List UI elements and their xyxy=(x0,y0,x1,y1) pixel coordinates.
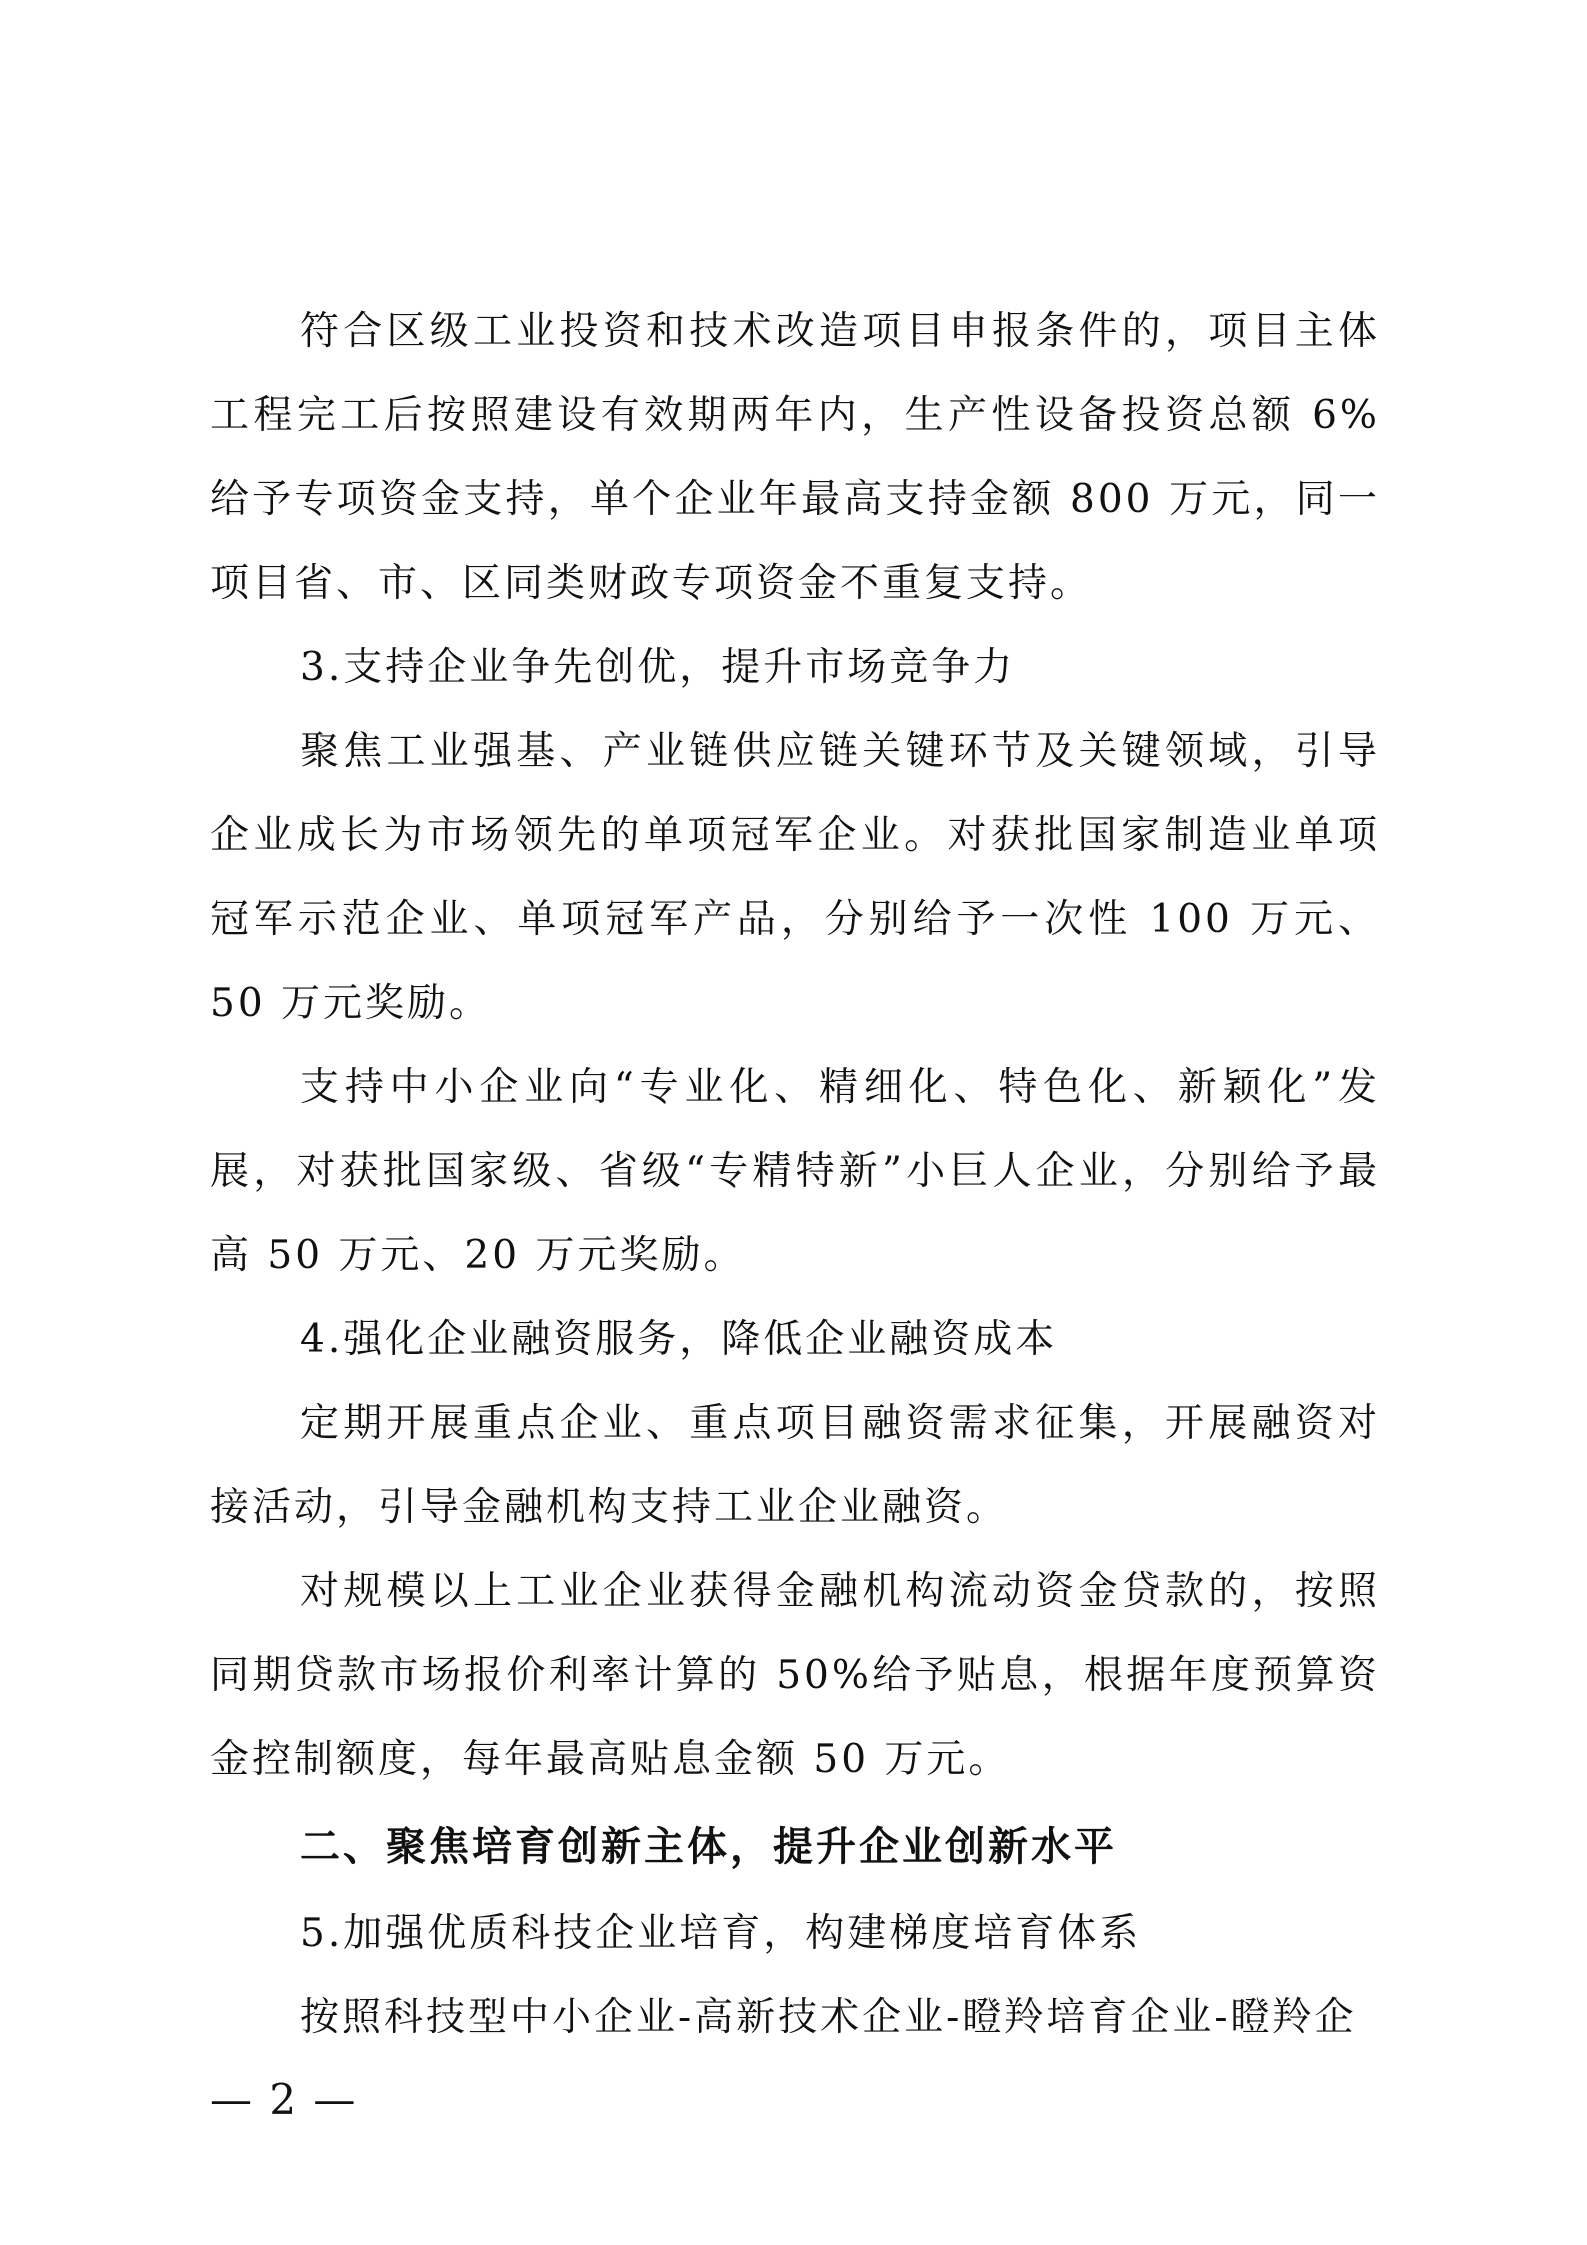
document-body xyxy=(210,290,1380,2060)
section-heading-two: 二、聚焦培育创新主体，提升企业创新水平 xyxy=(300,1824,1117,1870)
paragraph-investment-support: 符合区级工业投资和技术改造项目申报条件的，项目主体工程完工后按照建设有效期两年内，生产性设备投资总额 6%给予专项资金支持，单个企业年最高支持金额 800 万元，同一项目省、市、区同类财政专项资金不重复支持。 xyxy=(210,309,1380,606)
paragraph-single-champion: 聚焦工业强基、产业链供应链关键环节及关键领域，引导企业成长为市场领先的单项冠军企业。对获批国家制造业单项冠军示范企业、单项冠军产品，分别给予一次性 100 万元、50 万元奖励。 xyxy=(210,729,1380,1026)
paragraph-specialized-sme: 支持中小企业向“专业化、精细化、特色化、新颖化”发展，对获批国家级、省级“专精特新”小巨人企业，分别给予最高 50 万元、20 万元奖励。 xyxy=(210,1065,1380,1278)
paragraph-financing-matching: 定期开展重点企业、重点项目融资需求征集，开展融资对接活动，引导金融机构支持工业企业融资。 xyxy=(210,1401,1380,1530)
page-number: — 2 — xyxy=(210,2075,358,2124)
heading-item-4: 4.强化企业融资服务，降低企业融资成本 xyxy=(300,1317,1058,1362)
paragraph-loan-subsidy: 对规模以上工业企业获得金融机构流动资金贷款的，按照同期贷款市场报价利率计算的 50%给予贴息，根据年度预算资金控制额度，每年最高贴息金额 50 万元。 xyxy=(210,1569,1380,1782)
paragraph-tiered-cultivation: 按照科技型中小企业-高新技术企业-瞪羚培育企业-瞪羚企 xyxy=(300,1995,1357,2040)
heading-item-5: 5.加强优质科技企业培育，构建梯度培育体系 xyxy=(300,1911,1142,1956)
heading-item-3: 3.支持企业争先创优，提升市场竞争力 xyxy=(300,645,1016,690)
